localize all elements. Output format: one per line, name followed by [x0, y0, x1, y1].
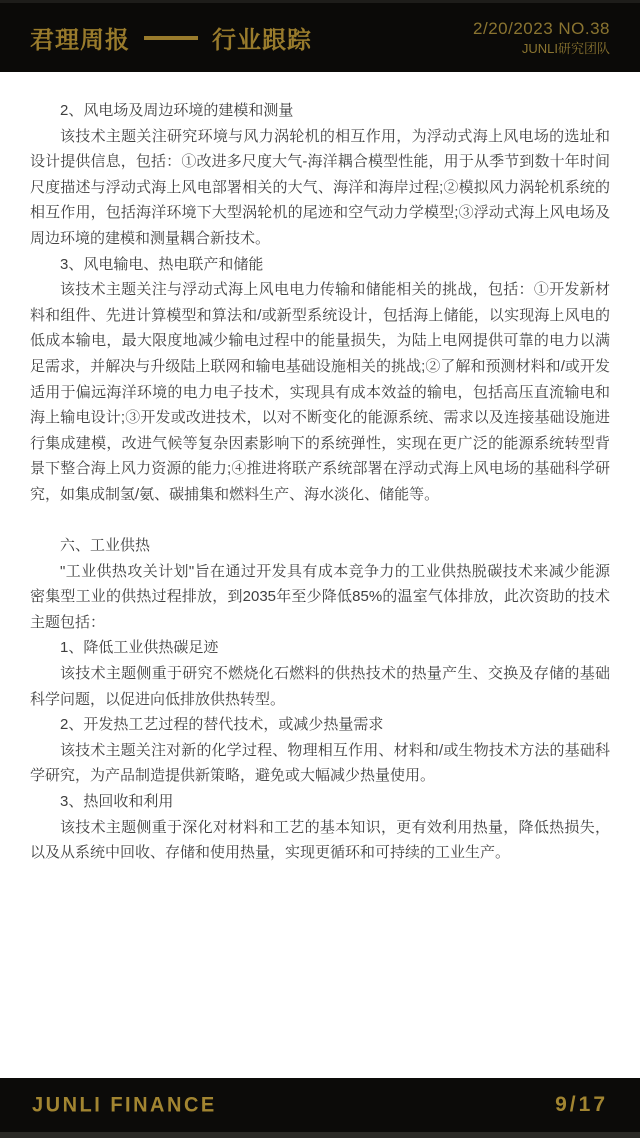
paragraph: 该技术主题侧重于研究不燃烧化石燃料的供热技术的热量产生、交换及存储的基础科学问题，以促进向低排放供热转型。 — [30, 665, 610, 708]
paragraph: 该技术主题侧重于深化对材料和工艺的基本知识，更有效利用热量，降低热损失，以及从系统中回收、存储和使用热量，实现更循环和可持续的工业生产。 — [30, 818, 610, 862]
paragraph: 该技术主题关注研究环境与风力涡轮机的相互作用，为浮动式海上风电场的选址和设计提供信息，包括：①改进多尺度大气-海洋耦合模型性能，用于从季节到数十年时间尺度描述与浮动式海上风电部署相关的大气、海洋和海岸过程;②模拟风力涡轮机系统的相互作用，包括海洋环境下大型涡轮机的尾迹和空气动力学模型;③浮动式海上风电场及周边环境的建模和测量耦合新技术。 — [30, 127, 610, 247]
team-name: JUNLI研究团队 — [521, 41, 610, 56]
section-heading: 2、风电场及周边环境的建模和测量 — [60, 102, 294, 119]
paragraph-spacer — [30, 508, 610, 534]
report-footer — [0, 1078, 640, 1138]
section-heading: 1、降低工业供热碳足迹 — [60, 639, 219, 657]
brand-name: JUNLI FINANCE — [32, 1092, 217, 1117]
report-masthead — [30, 20, 312, 55]
report-title: 君理周报 — [30, 27, 130, 54]
title-dash-icon — [144, 36, 198, 40]
section-heading: 2、开发热工艺过程的替代技术，或减少热量需求 — [60, 716, 384, 734]
issue-meta — [473, 18, 610, 58]
page-number: 9/17 — [555, 1093, 608, 1116]
paragraph: 该技术主题关注对新的化学过程、物理相互作用、材料和/或生物技术方法的基础科学研究，为产品制造提供新策略，避免或大幅减少热量使用。 — [30, 741, 610, 785]
paragraph: 该技术主题关注与浮动式海上风电电力传输和储能相关的挑战，包括：①开发新材料和组件、先进计算模型和算法和/或新型系统设计，包括海上储能，以实现海上风电的低成本输电，最大限度地减少输电过程中的能量损失，为陆上电网提供可靠的电力以满足需求，并解决与升级陆上联网和输电基础设施相关的挑战;②了解和预测材料和/或开发适用于偏远海洋环境的电力电子技术，实现具有成本效益的输电，包括高压直流输电和海上输电设计;③开发或改进技术，以对不断变化的能源系统、需求以及连接基础设施进行集成建模，改进气候等复杂因素影响下的系统弹性，实现在更广泛的能源系统转型背景下整合海上风力资源的能力;④推进将联产系统部署在浮动式海上风电场的基础科学研究，如集成制氢/氨、碳捕集和燃料生产、海水淡化、储能等。 — [30, 281, 610, 503]
paragraph: "工业供热攻关计划"旨在通过开发具有成本竞争力的工业供热脱碳技术来减少能源密集型工业的供热过程排放，到2035年至少降低85%的温室气体排放，此次资助的技术主题包括： — [30, 562, 610, 631]
section-heading: 3、热回收和利用 — [60, 793, 174, 811]
content-blocks — [30, 98, 610, 866]
report-header — [0, 0, 640, 72]
document-body — [0, 72, 640, 1078]
issue-date: 2/20/2023 NO.38 — [473, 18, 610, 38]
section-heading: 六、工业供热 — [60, 537, 151, 555]
section-heading: 3、风电输电、热电联产和储能 — [60, 255, 264, 273]
report-subtitle: 行业跟踪 — [212, 27, 312, 54]
